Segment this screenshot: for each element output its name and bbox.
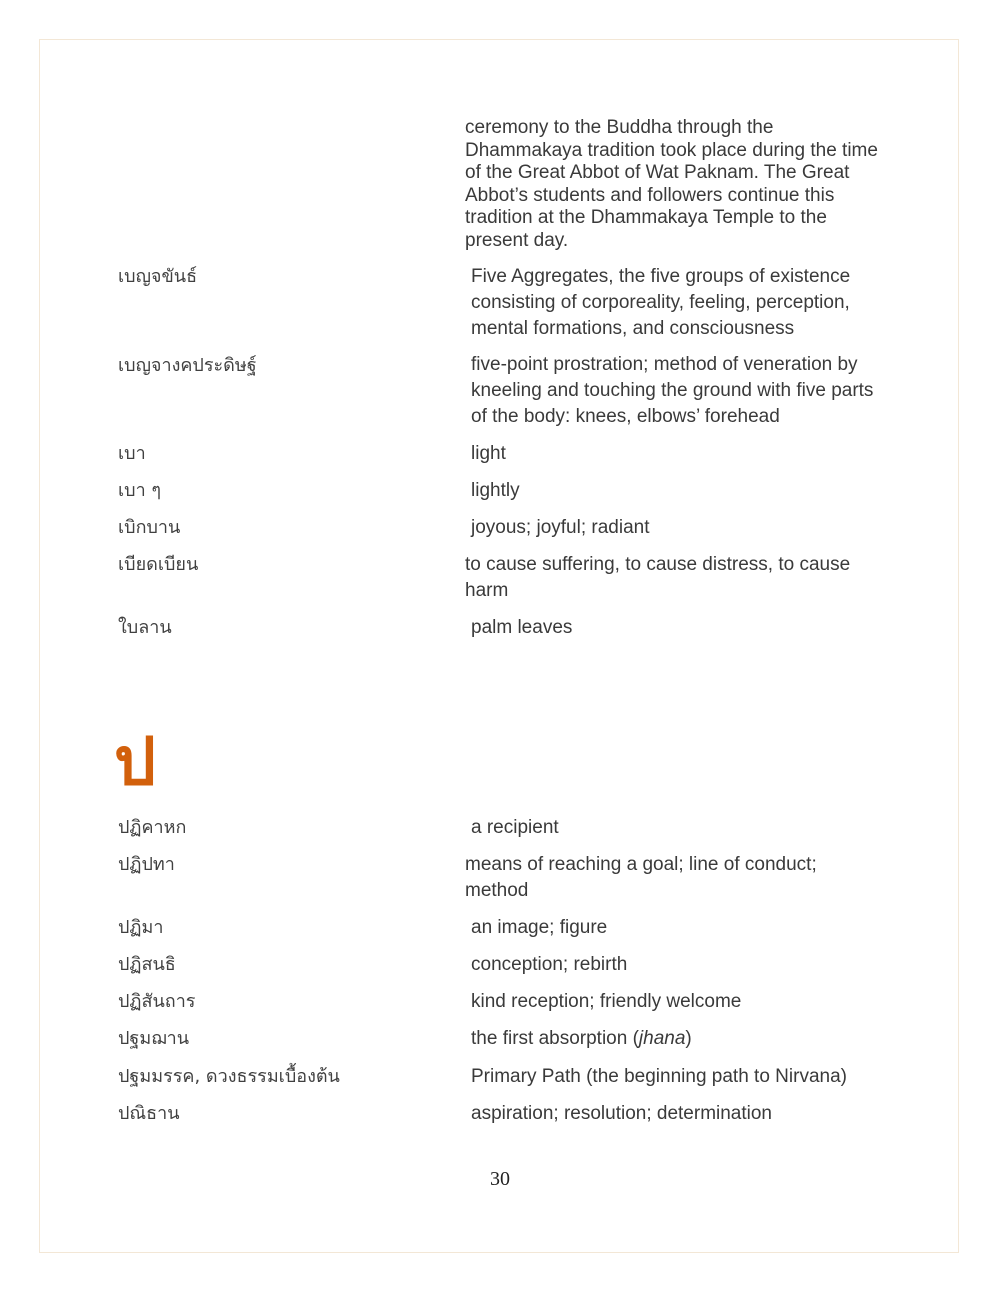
page-number: 30 [490, 1168, 510, 1190]
term-benjangkapradit: เบญจางคประดิษฐ์ [118, 355, 257, 376]
continued-definition: ceremony to the Buddha through the Dhammakaya tradition took place during the time of the Great Abbot of Wat Paknam. The Great Abbot’s students and followers continue this tradition at the Dhammakaya Temple to the present day. [465, 117, 878, 251]
term-panithan: ปณิธาน [118, 1103, 180, 1124]
term-patikahok: ปฏิคาหก [118, 817, 187, 838]
definition-biatbian: to cause suffering, to cause distress, to cause harm [465, 554, 851, 601]
definition-bailan: palm leaves [471, 617, 573, 638]
term-patisanthan: ปฏิสันถาร [118, 991, 196, 1012]
definition-text-close: ) [685, 1028, 692, 1049]
term-benjakhan: เบญจขันธ์ [118, 266, 198, 287]
jhana-italic: jhana [638, 1028, 686, 1049]
definition-benjangkapradit: five-point prostration; method of veneration by kneeling and touching the ground with five parts of the body: knees, elbows’ forehead [471, 354, 874, 427]
definition-patikahok: a recipient [471, 817, 559, 838]
definition-patipatha: means of reaching a goal; line of conduct; method [465, 854, 817, 901]
definition-bao-bao: lightly [471, 480, 520, 501]
term-bailan: ใบลาน [118, 617, 172, 638]
definition-patisonthi: conception; rebirth [471, 954, 628, 975]
section-letter: ป [114, 723, 156, 800]
term-biatbian: เบียดเบียน [118, 554, 199, 575]
definition-benjakhan: Five Aggregates, the five groups of existence consisting of corporeality, feeling, perception, mental formations, and consciousness [471, 266, 851, 339]
definition-boekban: joyous; joyful; radiant [471, 517, 650, 538]
term-patipatha: ปฏิปทา [118, 854, 175, 875]
term-boekban: เบิกบาน [118, 517, 181, 538]
term-pathomachan: ปฐมฌาน [118, 1028, 190, 1049]
definition-patima: an image; figure [471, 917, 608, 938]
definition-bao: light [471, 443, 506, 464]
term-bao-bao: เบา ๆ [118, 480, 162, 501]
term-bao: เบา [118, 443, 146, 464]
definition-patisanthan: kind reception; friendly welcome [471, 991, 742, 1012]
definition-text: the first absorption ( [471, 1028, 639, 1049]
definition-panithan: aspiration; resolution; determination [471, 1103, 773, 1124]
definition-pathommak: Primary Path (the beginning path to Nirvana) [471, 1066, 847, 1087]
term-patima: ปฏิมา [118, 917, 164, 938]
term-patisonthi: ปฏิสนธิ [118, 954, 176, 975]
definition-pathomachan [471, 1026, 891, 1052]
term-pathommak: ปฐมมรรค, ดวงธรรมเบื้องต้น [118, 1066, 340, 1087]
